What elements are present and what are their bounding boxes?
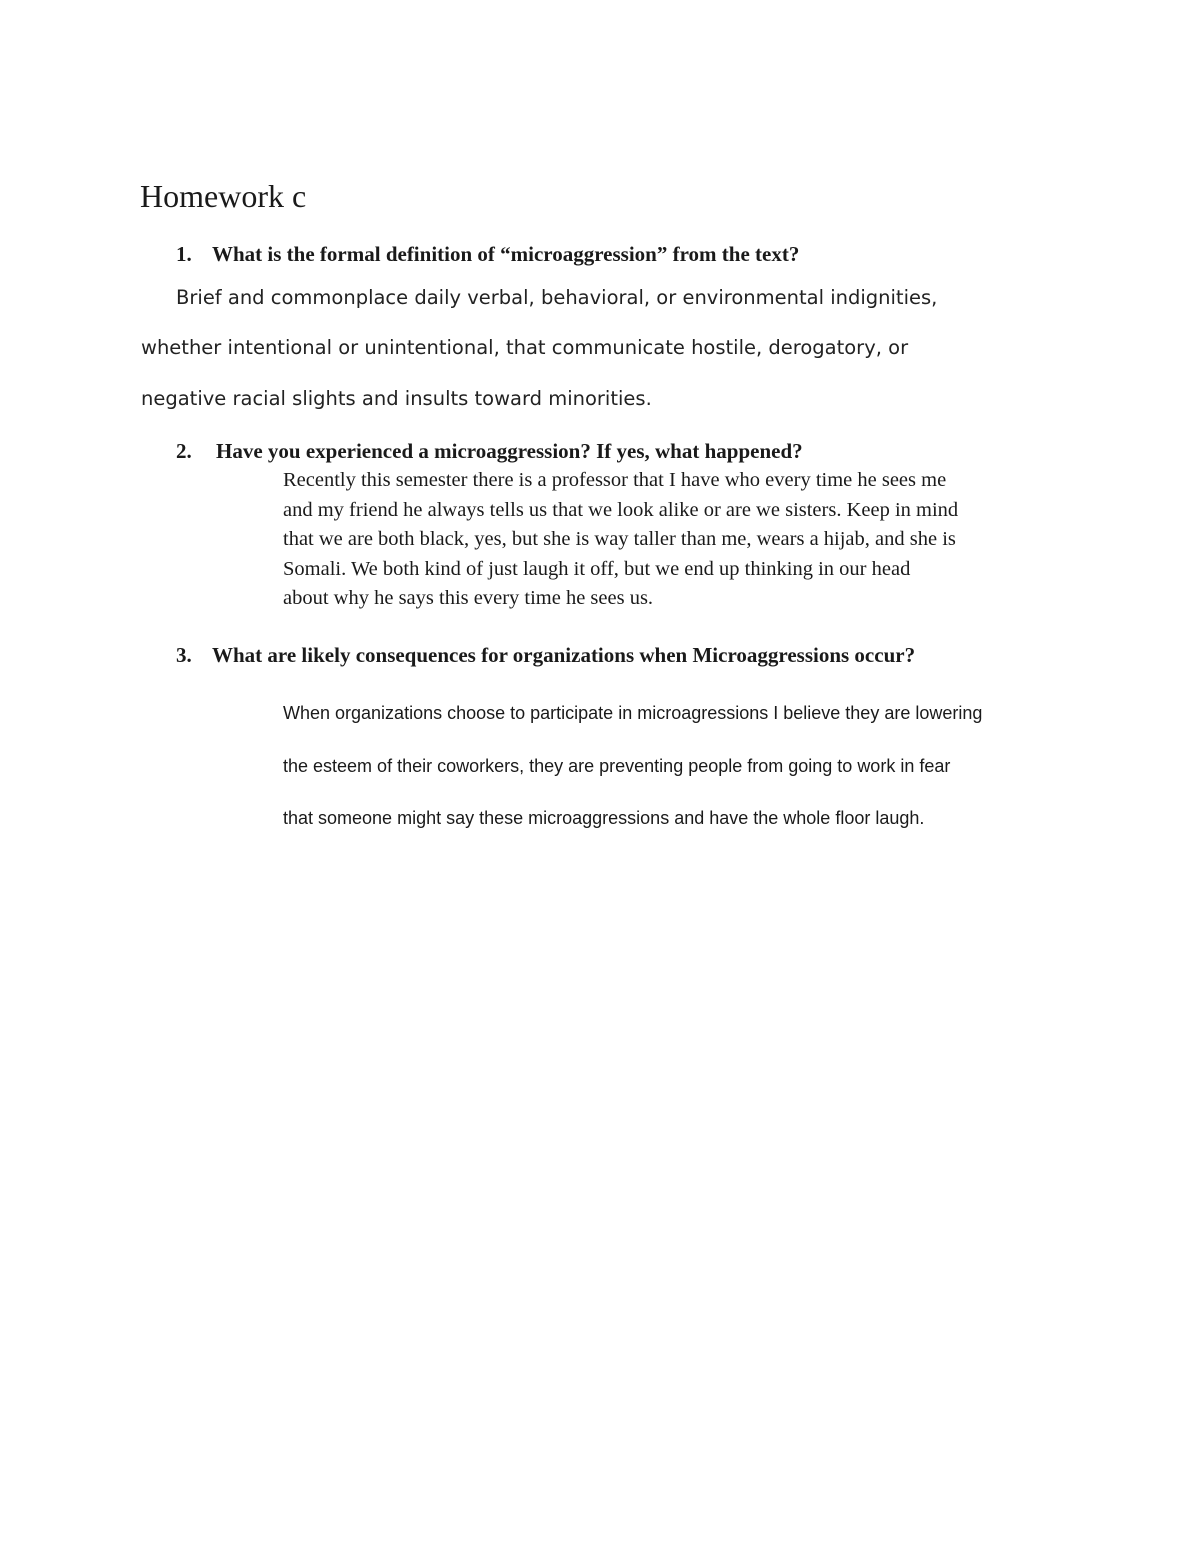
answer-3-line-3: that someone might say these microaggressions and have the whole floor laugh. [283,808,925,828]
question-3-number: 3. [176,643,192,667]
question-1 [176,240,799,268]
answer-3-line-1: When organizations choose to participate in microagressions I believe they are lowering [283,703,983,723]
question-1-text: What is the formal definition of “microaggression” from the text? [212,242,800,266]
answer-2-line-1: Recently this semester there is a professor that I have who every time he sees me [283,469,947,491]
question-1-number: 1. [176,242,192,266]
question-3-text: What are likely consequences for organizations when Microaggressions occur? [212,643,916,667]
answer-1-line-3: negative racial slights and insults toward minorities. [141,387,652,410]
question-3 [176,641,915,669]
answer-2-line-2: and my friend he always tells us that we look alike or are we sisters. Keep in mind [283,498,959,521]
document-title: Homework c [140,178,307,214]
answer-2 [283,466,1073,614]
answer-1-line-2: whether intentional or unintentional, that communicate hostile, derogatory, or [141,336,909,359]
question-2-text: Have you experienced a microaggression? If yes, what happened? [216,439,803,463]
question-2-number: 2. [176,439,192,463]
answer-3-line-2: the esteem of their coworkers, they are preventing people from going to work in fear [283,756,951,776]
question-2 [176,437,803,465]
answer-2-line-4: Somali. We both kind of just laugh it off, but we end up thinking in our head [283,557,911,580]
answer-2-line-3: that we are both black, yes, but she is way taller than me, wears a hijab, and she is [283,528,956,551]
answer-2-line-5: about why he says this every time he sees us. [283,587,654,610]
answer-1-line-1: Brief and commonplace daily verbal, behavioral, or environmental indignities, [176,286,938,309]
